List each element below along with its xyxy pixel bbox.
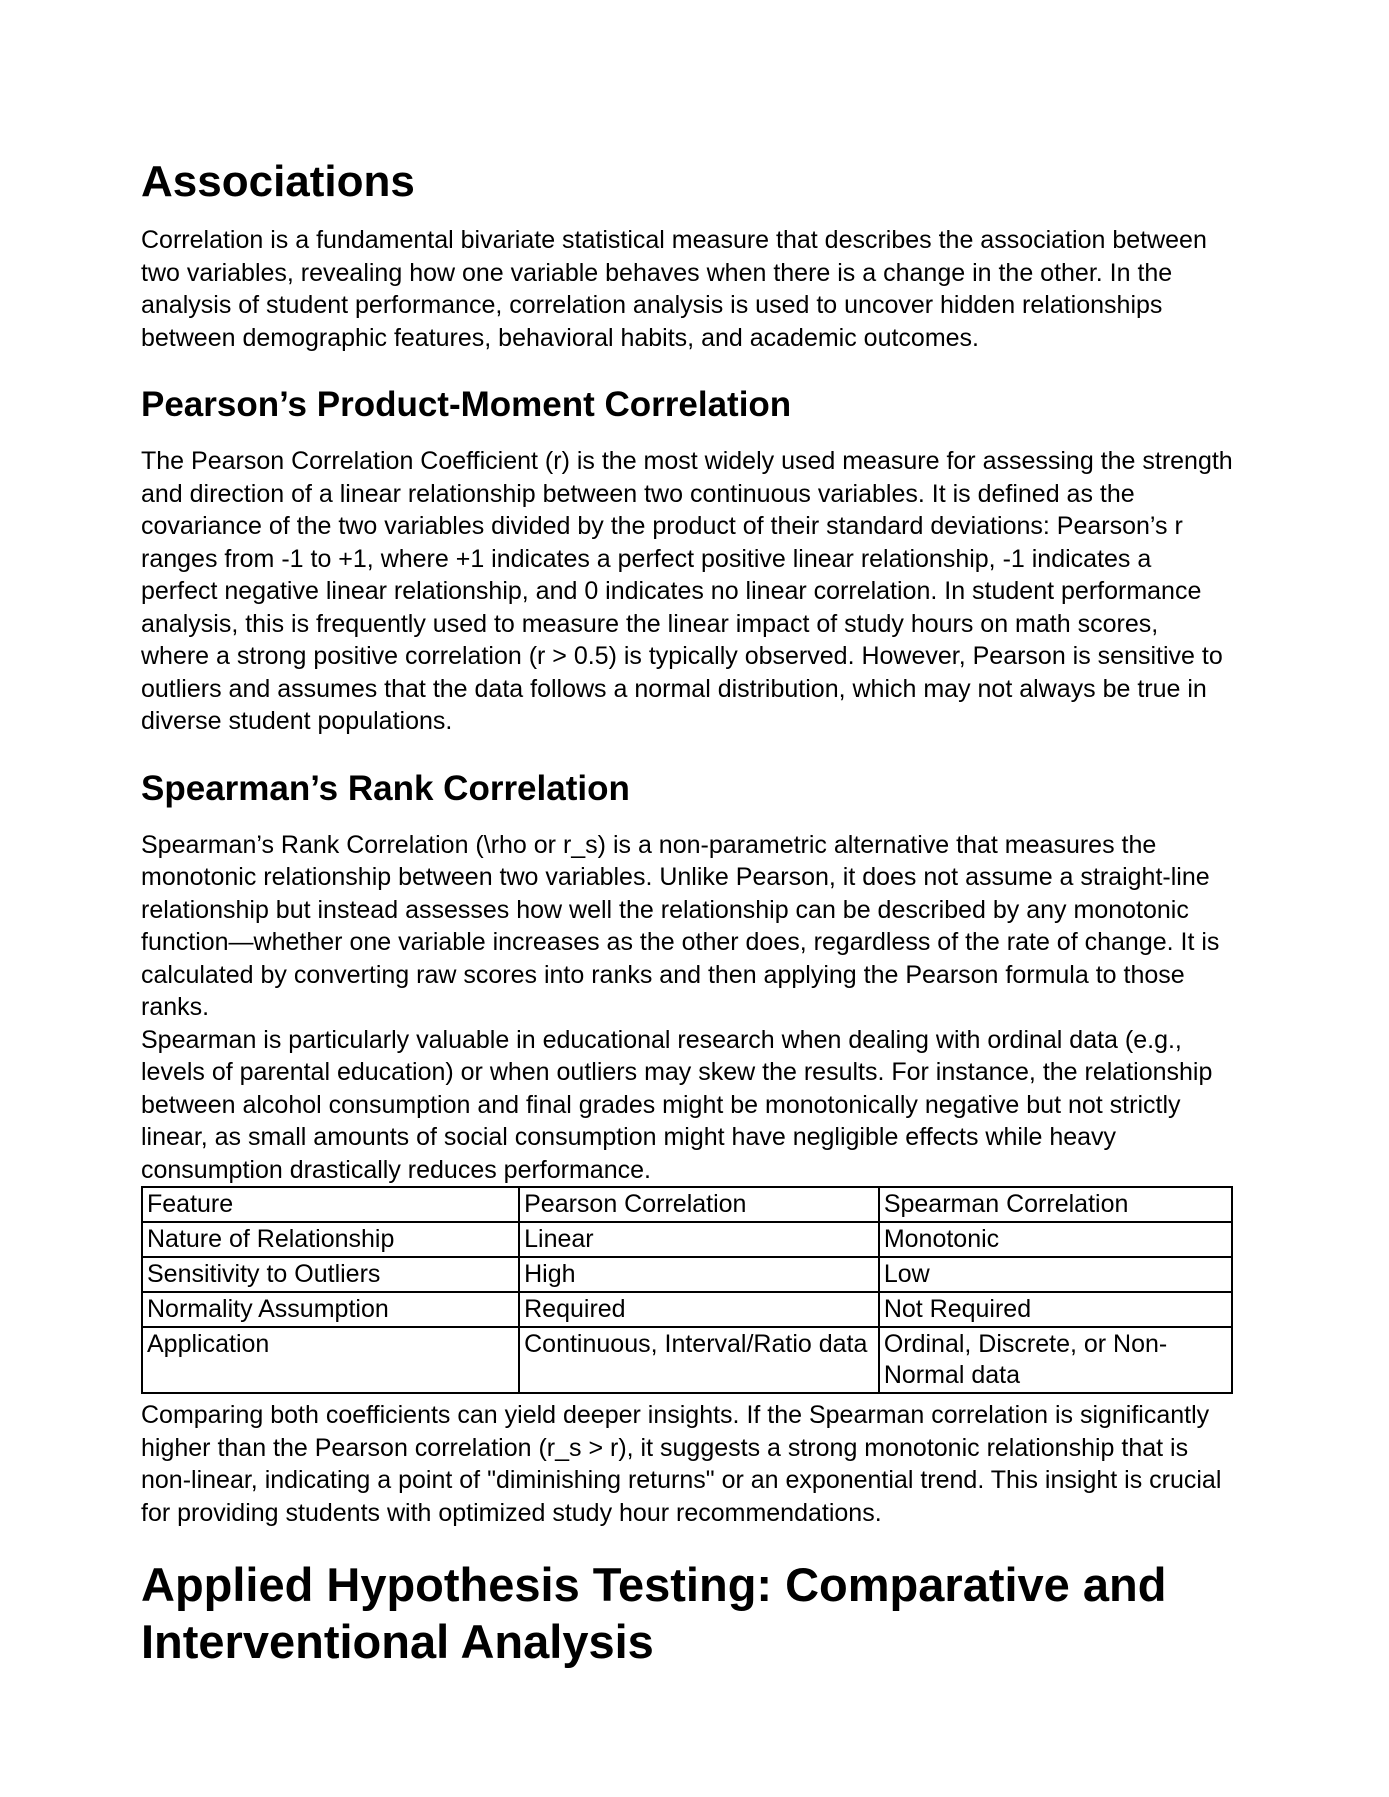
- table-cell-feature: Sensitivity to Outliers: [142, 1257, 519, 1292]
- pearson-paragraph: The Pearson Correlation Coefficient (r) is the most widely used measure for assessing the strength and direction of a linear relationship between two continuous variables. It is defined as the covariance of the two variables divided by the product of their standard deviations: Pearson’s r ranges from -1 to +1, where +1 indicates a perfect positive linear relationship, -1 indicates a perfect negative linear relationship, and 0 indicates no linear correlation. In student performance analysis, this is frequently used to measure the linear impact of study hours on math scores, where a strong positive correlation (r > 0.5) is typically observed. However, Pearson is sensitive to outliers and assumes that the data follows a normal distribution, which may not always be true in diverse student populations.: [141, 447, 1233, 735]
- table-cell-spearman-value: Ordinal, Discrete, or Non-Normal data: [879, 1327, 1232, 1393]
- table-cell-spearman-value: Monotonic: [879, 1222, 1232, 1257]
- spearman-paragraph-2: Spearman is particularly valuable in educational research when dealing with ordinal data (e.g., levels of parental education) or when outliers may skew the results. For instance, the relationship between alcohol consumption and final grades might be monotonically negative but not strictly linear, as small amounts of social consumption might have negligible effects while heavy consumption drastically reduces performance.: [141, 1025, 1213, 1184]
- table-row-sensitivity: [142, 1257, 1232, 1292]
- correlation-comparison-table: [141, 1186, 1233, 1394]
- table-row-nature: [142, 1222, 1232, 1257]
- table-cell-feature: Normality Assumption: [142, 1292, 519, 1327]
- table-cell-pearson-value: Linear: [519, 1222, 879, 1257]
- table-row-application: [142, 1327, 1232, 1393]
- table-header-pearson: Pearson Correlation: [519, 1187, 879, 1222]
- intro-paragraph: Correlation is a fundamental bivariate statistical measure that describes the association between two variables, revealing how one variable behaves when there is a change in the other. In the analysis of student performance, correlation analysis is used to uncover hidden relationships between demographic features, behavioral habits, and academic outcomes.: [141, 226, 1207, 352]
- table-cell-spearman-value: Not Required: [879, 1292, 1232, 1327]
- heading-spearman-correlation: Spearman’s Rank Correlation: [141, 768, 630, 808]
- table-header-feature: Feature: [142, 1187, 519, 1222]
- table-cell-pearson-value: High: [519, 1257, 879, 1292]
- table-cell-spearman-value: Low: [879, 1257, 1232, 1292]
- spearman-paragraph-1: Spearman’s Rank Correlation (\rho or r_s) is a non-parametric alternative that measures the monotonic relationship between two variables. Unlike Pearson, it does not assume a straight-line relationship but instead assesses how well the relationship can be described by any monotonic function—whether one variable increases as the other does, regardless of the rate of change. It is calculated by converting raw scores into ranks and then applying the Pearson formula to those ranks.: [141, 830, 1220, 1021]
- table-cell-feature: Nature of Relationship: [142, 1222, 519, 1257]
- table-header-row: [142, 1187, 1232, 1222]
- page-title: Associations: [141, 157, 415, 206]
- table-cell-pearson-value: Continuous, Interval/Ratio data: [519, 1327, 879, 1393]
- comparison-note-paragraph: Comparing both coefficients can yield deeper insights. If the Spearman correlation is significantly higher than the Pearson correlation (r_s > r), it suggests a strong monotonic relationship that is non-linear, indicating a point of "diminishing returns" or an exponential trend. This insight is crucial for providing students with optimized study hour recommendations.: [141, 1401, 1222, 1527]
- table-header-spearman: Spearman Correlation: [879, 1187, 1232, 1222]
- heading-applied-hypothesis-testing: Applied Hypothesis Testing: Comparative and Interventional Analysis: [141, 1558, 1167, 1668]
- table-cell-pearson-value: Required: [519, 1292, 879, 1327]
- table-row-normality: [142, 1292, 1232, 1327]
- heading-pearson-correlation: Pearson’s Product-Moment Correlation: [141, 385, 792, 424]
- table-cell-feature: Application: [142, 1327, 519, 1393]
